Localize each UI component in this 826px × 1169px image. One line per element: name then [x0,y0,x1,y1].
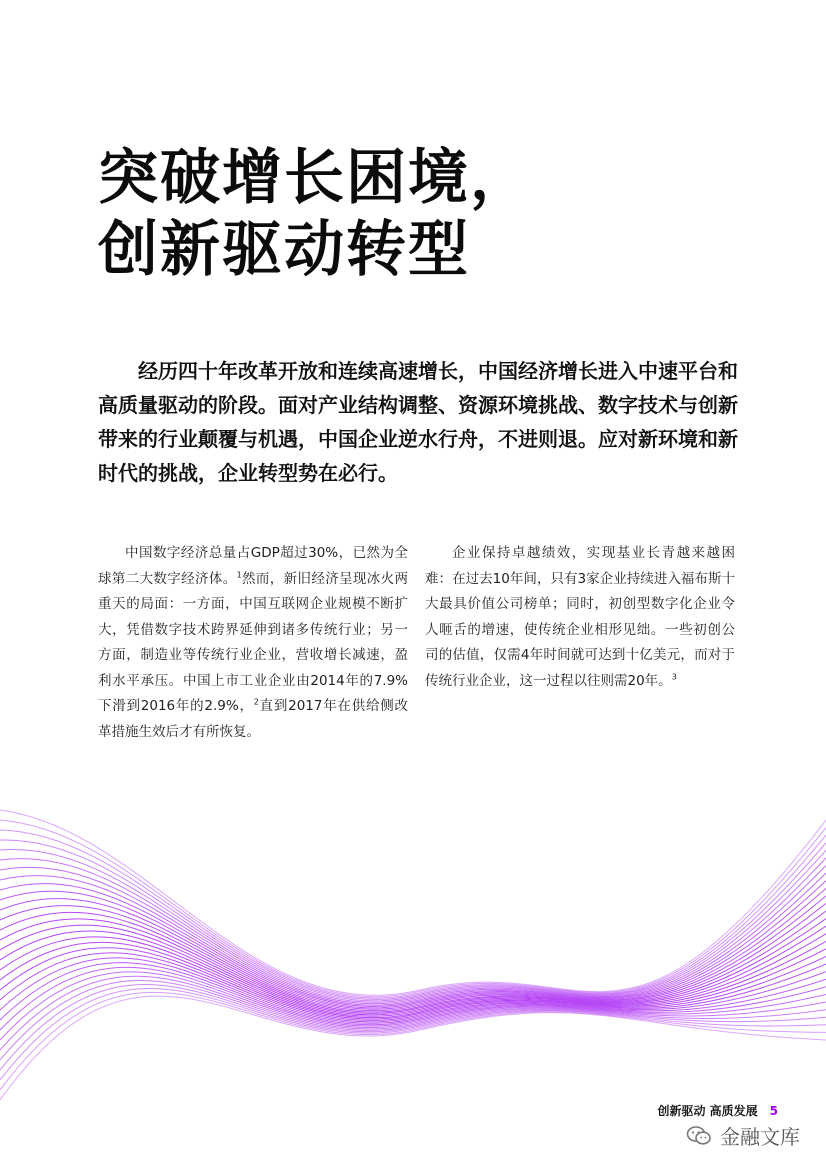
title-line-2: 创新驱动转型 [98,215,470,285]
left-text-3: 直到2017年在供给侧改革措施生效后才有所恢复。 [98,698,409,740]
wave-line [0,840,826,999]
watermark [686,1121,800,1150]
page-footer [657,1102,778,1119]
right-text-1: 企业保持卓越绩效，实现基业长青越来越困难：在过去10年间，只有3家企业持续进入福布斯十大最具价值公司榜单；同时，初创型数字化企业令人咂舌的增速，使传统企业相形见绌。一些初创公司的估值，仅需4年时间就可达到十亿美元，而对于传统行业企业，这一过程以往则需20年。 [425,545,735,689]
left-text-1: 中国数字经济总量占GDP超过30%，已然为全球第二大数字经济体。 [98,545,408,587]
page-title [98,142,532,286]
footnote-ref-3: 3 [671,672,677,681]
wave-line [0,830,826,998]
watermark-text: 金融文库 [720,1125,800,1149]
body-column-right [425,541,735,694]
wave-line [0,820,826,997]
footnote-ref-1: 1 [236,570,242,579]
intro-paragraph: 经历四十年改革开放和连续高速增长，中国经济增长进入中速平台和高质量驱动的阶段。面对产业结构调整、资源环境挑战、数字技术与创新带来的行业颠覆与机遇，中国企业逆水行舟，不进则退。应对新环境和新时代的挑战，企业转型势在必行。 [98,359,738,485]
decorative-wave-lines [0,790,826,1120]
left-text-2: 然而，新旧经济呈现冰火两重天的局面：一方面，中国互联网企业规模不断扩大，凭借数字技术跨界延伸到诸多传统行业；另一方面，制造业等传统行业企业，营收增长减速，盈利水平承压。中国上市工业企业由2014年的7.9%下滑到2016年的2.9%， [98,570,408,714]
body-column-left [98,541,408,745]
page-number: 5 [769,1104,778,1118]
wave-line [0,996,826,1100]
wave-line-group [0,810,826,1100]
footer-label: 创新驱动 高质发展 [657,1104,758,1118]
title-line-1: 突破增长困境， [98,143,532,213]
wechat-icon [686,1125,712,1147]
footnote-ref-2: 2 [253,697,259,707]
